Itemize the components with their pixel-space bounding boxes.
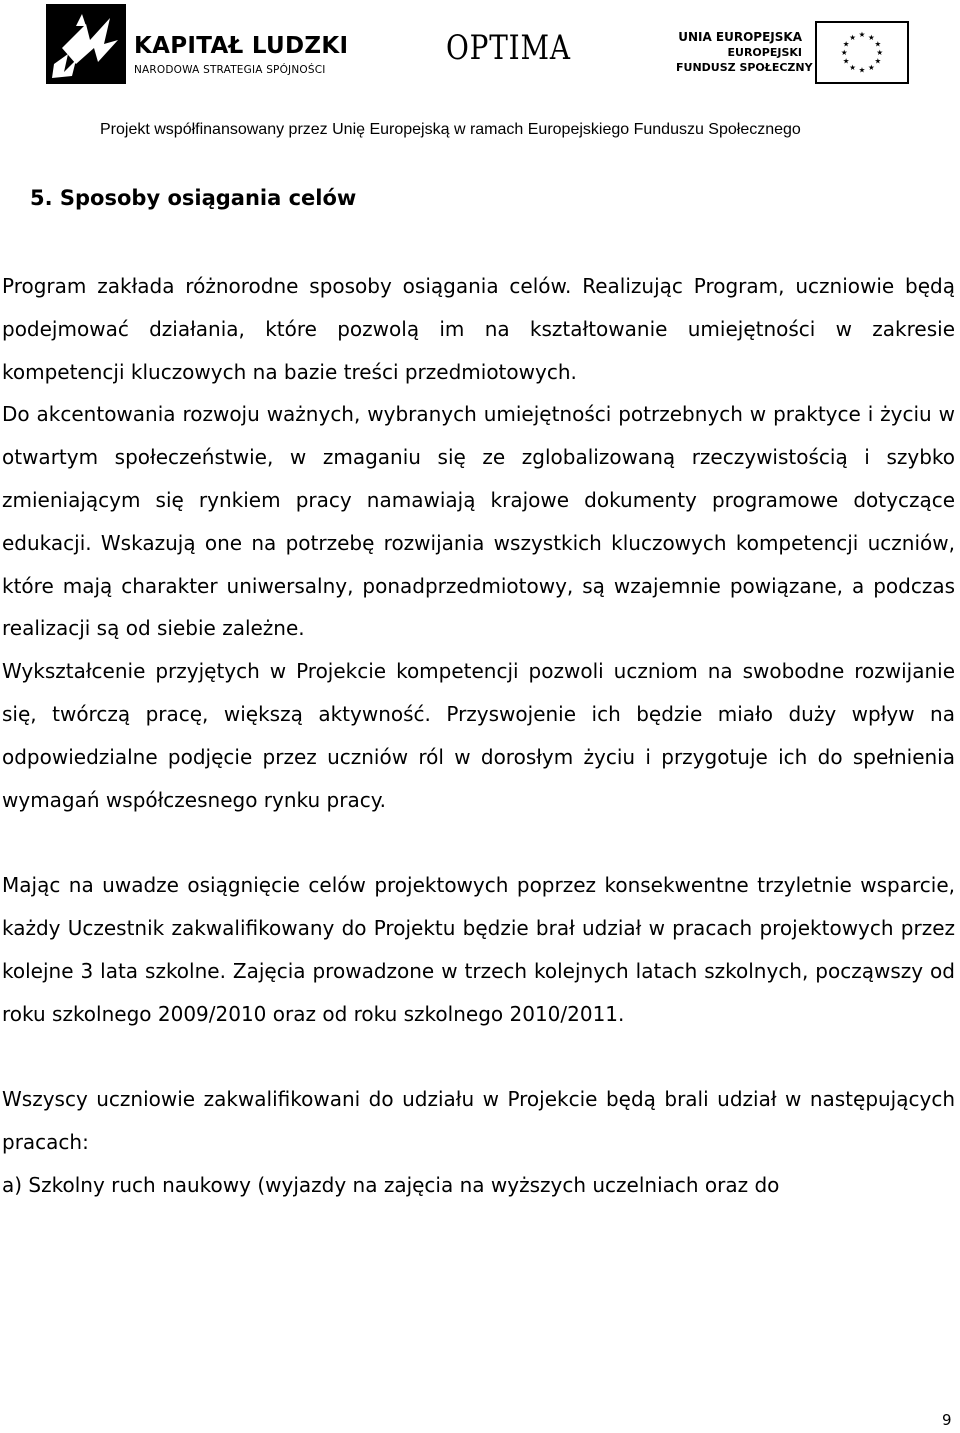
eu-text-block: [676, 30, 813, 75]
svg-text:★: ★: [874, 56, 882, 66]
page-number: 9: [942, 1411, 952, 1429]
svg-text:★: ★: [876, 47, 884, 57]
svg-text:★: ★: [868, 32, 875, 42]
kapital-ludzki-logo-icon: [46, 4, 126, 84]
svg-text:★: ★: [868, 62, 875, 72]
kapital-ludzki-subtitle: NARODOWA STRATEGIA SPÓJNOŚCI: [134, 64, 326, 76]
svg-text:★: ★: [858, 30, 866, 40]
eu-fund-label-line1: EUROPEJSKI: [727, 46, 802, 59]
paragraph: Mając na uwadze osiągnięcie celów projektowych poprzez konsekwentne trzyletnie wsparcie, każdy Uczestnik zakwalifikowany do Projektu będzie brał udział w pracach projektowych przez kolejne 3 lata szkolne. Zajęcia prowadzone w trzech kolejnych latach szkolnych, począwszy od roku szkolnego 2009/2010 oraz od roku szkolnego 2010/2011.: [2, 873, 955, 1026]
section-heading: 5. Sposoby osiągania celów: [30, 186, 357, 210]
paragraph-spacer: [2, 821, 955, 864]
svg-text:★: ★: [858, 65, 866, 75]
eu-flag-icon: [815, 21, 909, 84]
optima-logo: OPTIMA: [446, 28, 571, 68]
list-item: a) Szkolny ruch naukowy (wyjazdy na zajęcia na wyższych uczelniach oraz do: [2, 1172, 780, 1197]
paragraph: Do akcentowania rozwoju ważnych, wybranych umiejętności potrzebnych w praktyce i życiu w otwartym społeczeństwie, w zmaganiu się ze zglobalizowaną rzeczywistością i szybko zmieniającym się rynkiem pracy namawiają krajowe dokumenty programowe dotyczące edukacji. Wskazują one na potrzebę rozwijania wszystkich kluczowych kompetencji uczniów, które mają charakter uniwersalny, ponadprzedmiotowy, są wzajemnie powiązane, a podczas realizacji są od siebie zależne.: [2, 402, 955, 641]
paragraph: Program zakłada różnorodne sposoby osiągania celów. Realizując Program, uczniowie będą podejmować działania, które pozwolą im na kształtowanie umiejętności w zakresie kompetencji kluczowych na bazie treści przedmiotowych.: [2, 274, 955, 384]
svg-text:★: ★: [849, 62, 856, 72]
svg-text:★: ★: [849, 32, 856, 42]
paragraph-spacer: [2, 1035, 955, 1078]
svg-text:★: ★: [842, 56, 850, 66]
section-body: [2, 265, 955, 1207]
eu-fund-label-line2: FUNDUSZ SPOŁECZNY: [676, 61, 813, 74]
svg-text:★: ★: [842, 39, 850, 49]
kapital-ludzki-title: KAPITAŁ LUDZKI: [134, 33, 349, 59]
paragraph: Wszyscy uczniowie zakwalifikowani do udziału w Projekcie będą brali udział w następujących pracach:: [2, 1087, 955, 1154]
eu-union-label: UNIA EUROPEJSKA: [678, 30, 802, 44]
document-header: [0, 0, 960, 150]
svg-text:★: ★: [874, 39, 882, 49]
cofinancing-tagline: Projekt współfinansowany przez Unię Europejską w ramach Europejskiego Funduszu Społecznego: [100, 121, 801, 138]
svg-text:★: ★: [840, 47, 848, 57]
paragraph: Wykształcenie przyjętych w Projekcie kompetencji pozwoli uczniom na swobodne rozwijanie się, twórczą pracę, większą aktywność. Przyswojenie ich będzie miało duży wpływ na odpowiedzialne podjęcie przez uczniów ról w dorosłym życiu i przygotuje ich do spełnienia wymagań współczesnego rynku pracy.: [2, 659, 955, 812]
